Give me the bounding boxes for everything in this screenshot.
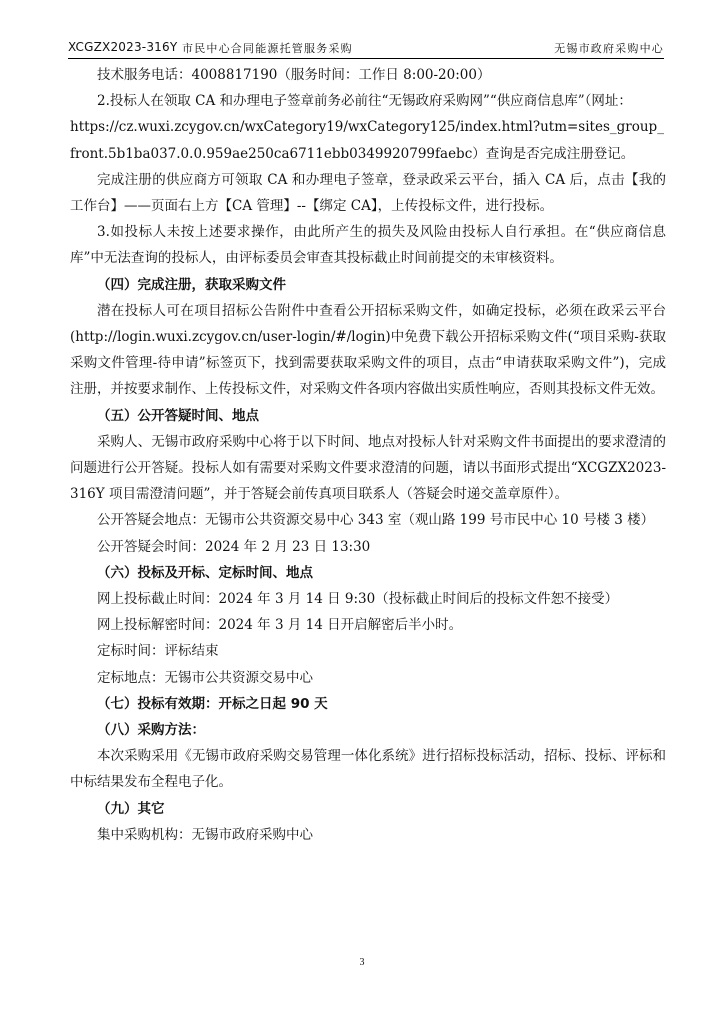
page-header: [68, 36, 664, 59]
paragraph-ca-binding: 完成注册的供应商方可领取 CA 和办理电子签章，登录政采云平台，插入 CA 后，点击【我的工作台】——页面右上方【CA 管理】--【绑定 CA】，上传投标文件，进行投标。: [70, 171, 666, 215]
section-heading-7: （七）投标有效期：开标之日起 90 天: [97, 695, 328, 712]
section-heading-9: （九）其它: [97, 800, 165, 817]
paragraph-registration-url: https://cz.wuxi.zcygov.cn/wxCategory19/wxCategory125/index.html?utm=sites_group_front.5b1ba037.0.0.959ae250ca6711ebb0349920799faebc）查询是否完成注册登记。: [70, 119, 664, 162]
paragraph-award-time: 定标时间：评标结束: [97, 643, 219, 660]
paragraph-bid-deadline: 网上投标截止时间：2024 年 3 月 14 日 9:30（投标截止时间后的投标文件恕不接受）: [97, 591, 619, 608]
organization-name: 无锡市政府采购中心: [554, 42, 664, 55]
section-heading-8: （八）采购方法：: [97, 722, 205, 739]
page-number: 3: [359, 957, 365, 968]
project-name: 市民中心合同能源托管服务采购: [182, 42, 353, 55]
paragraph-procurement-method: 本次采购采用《无锡市政府采购交易管理一体化系统》进行招标投标活动，招标、投标、评标和中标结果发布全程电子化。: [70, 748, 666, 791]
paragraph-agency: 集中采购机构：无锡市政府采购中心: [97, 826, 313, 843]
paragraph-award-location: 定标地点：无锡市公共资源交易中心: [97, 669, 313, 686]
section-heading-4: （四）完成注册，获取采购文件: [97, 276, 286, 293]
document-body: [70, 62, 666, 848]
paragraph-qa-location: 公开答疑会地点：无锡市公共资源交易中心 343 室（观山路 199 号市民中心 10 号楼 3 楼）: [97, 512, 655, 529]
paragraph-obtain-documents: 潜在投标人可在项目招标公告附件中查看公开招标采购文件，如确定投标，必须在政采云平台(http://login.wuxi.zcygov.cn/user-login/#/login)中免费下载公开招标采购文件(“项目采购-获取采购文件管理-待申请”标签页下，找到需要获取采购文件的项目，点击“申请获取采购文件”)，完成注册，并按要求制作、上传投标文件，对采购文件各项内容做出实质性响应，否则其投标文件无效。: [70, 302, 666, 398]
paragraph-decrypt-time: 网上投标解密时间：2024 年 3 月 14 日开启解密后半小时。: [97, 617, 463, 634]
section-heading-5: （五）公开答疑时间、地点: [97, 407, 259, 424]
paragraph-risk-note: 3.如投标人未按上述要求操作，由此所产生的损失及风险由投标人自行承担。在“供应商信息库”中无法查询的投标人，由评标委员会审查其投标截止时间前提交的未审核资料。: [70, 224, 666, 267]
paragraph-service-phone: 技术服务电话：4008817190（服务时间：工作日 8:00-20:00）: [97, 67, 491, 83]
paragraph-qa-intro: 采购人、无锡市政府采购中心将于以下时间、地点对投标人针对采购文件书面提出的要求澄清的问题进行公开答疑。投标人如有需要对采购文件要求澄清的问题，请以书面形式提出“XCGZX2023-316Y 项目需澄清问题”，并于答疑会前传真项目联系人（答疑会时递交盖章原件）。: [70, 433, 666, 503]
paragraph-qa-time: 公开答疑会时间：2024 年 2 月 23 日 13:30: [97, 538, 371, 555]
section-heading-6: （六）投标及开标、定标时间、地点: [97, 564, 313, 581]
paragraph-registration-note: 2.投标人在领取 CA 和办理电子签章前务必前往“无锡政府采购网”“供应商信息库”（网址：: [97, 93, 632, 110]
document-code: XCGZX2023-316Y: [68, 40, 178, 54]
